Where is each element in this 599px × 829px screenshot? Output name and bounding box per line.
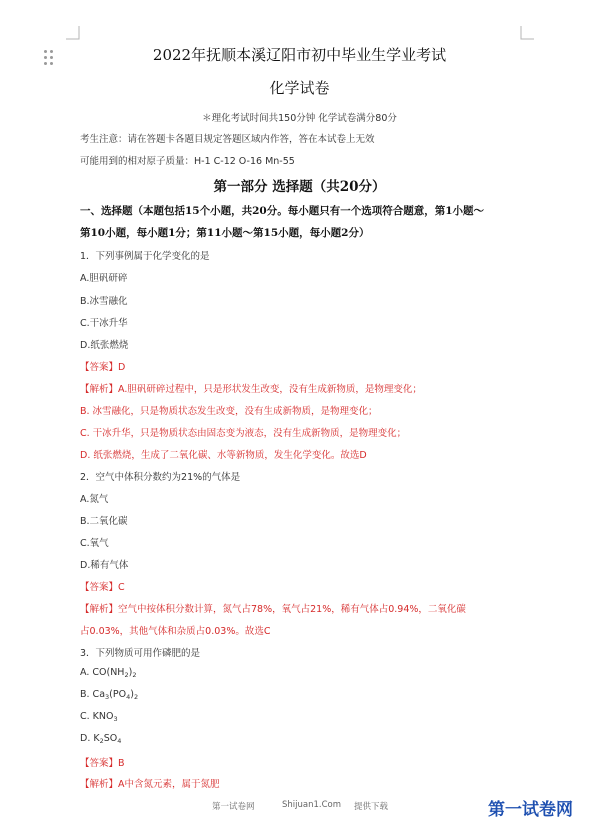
subscript: 3	[113, 715, 118, 723]
analysis-line: 【解析】A.胆矾研碎过程中，只是形状发生改变，没有生成新物质，是物理变化；	[80, 384, 422, 395]
atomic-mass-text: 可能用到的相对原子质量：H-1 C-12 O-16 Mn-55	[80, 156, 295, 167]
option-a	[80, 667, 136, 679]
option-d: D.纸张燃烧	[80, 340, 129, 351]
section-title: 第一部分 选择题（共20分）	[213, 179, 386, 195]
option-b-mid: (PO	[109, 689, 127, 700]
section-instruction-line1: 一、选择题（本题包括15个小题，共20分。每小题只有一个选项符合题意，第1小题～	[80, 205, 485, 217]
subscript: 2	[99, 737, 104, 745]
analysis-line: D. 纸张燃烧，生成了二氧化碳、水等新物质，发生化学变化。故选D	[80, 450, 367, 461]
subscript: 2	[124, 671, 129, 679]
question-stem: 1．下列事例属于化学变化的是	[80, 251, 210, 262]
subscript: 2	[133, 693, 139, 701]
subscript: 4	[117, 737, 122, 745]
analysis-line: 【解析】空气中按体积分数计算，氮气占78%，氧气占21%，稀有气体占0.94%，二氧化碳	[80, 604, 466, 615]
section-instruction-line2: 第10小题，每小题1分；第11小题～第15小题，每小题2分）	[80, 227, 370, 239]
analysis-line: C. 干冰升华，只是物质状态由固态变为液态，没有生成新物质，是物理变化；	[80, 428, 407, 439]
option-b: B.冰雪融化	[80, 296, 128, 307]
answer-text: 【答案】C	[80, 582, 125, 593]
option-b-tail: )	[130, 689, 134, 700]
subscript: 3	[105, 693, 110, 701]
time-note: ＊理化考试时间共150分钟 化学试卷满分80分	[202, 113, 397, 124]
option-a: A.胆矾研碎	[80, 273, 128, 284]
answer-text: 【答案】B	[80, 758, 125, 769]
analysis-line: 占0.03%，其他气体和杂质占0.03%。故选C	[80, 626, 271, 637]
option-c: C.氧气	[80, 538, 109, 549]
footer-right-text: 提供下载	[354, 802, 389, 812]
option-a: A.氮气	[80, 494, 109, 505]
option-d: D.稀有气体	[80, 560, 129, 571]
exam-title: 2022年抚顺本溪辽阳市初中毕业生学业考试	[152, 46, 447, 64]
subscript: 4	[126, 693, 131, 701]
crop-mark-top-right	[520, 26, 534, 40]
option-a-tail: )	[128, 667, 133, 678]
analysis-line: B. 冰雪融化，只是物质状态发生改变，没有生成新物质，是物理变化；	[80, 406, 378, 417]
option-d	[80, 733, 121, 745]
option-b-text: B. Ca	[80, 689, 106, 700]
crop-mark-top-left	[66, 26, 80, 40]
option-a-text: A. CO(NH	[80, 667, 125, 678]
subscript: 2	[132, 671, 137, 679]
brand-watermark: 第一试卷网	[488, 800, 573, 820]
analysis-line: 【解析】A中含氮元素，属于氮肥	[80, 779, 220, 790]
question-stem: 3．下列物质可用作磷肥的是	[80, 648, 201, 659]
option-d-mid: SO	[103, 733, 118, 744]
option-b: B.二氧化碳	[80, 516, 128, 527]
option-c: C.干冰升华	[80, 318, 128, 329]
option-b	[80, 689, 138, 701]
footer-left-text: 第一试卷网	[212, 802, 255, 812]
answer-text: 【答案】D	[80, 362, 126, 373]
option-d-text: D. K	[80, 733, 100, 744]
notice-text: 考生注意：请在答题卡各题目规定答题区域内作答，答在本试卷上无效	[80, 134, 375, 145]
question-stem: 2．空气中体积分数约为21%的气体是	[80, 472, 241, 483]
exam-subtitle: 化学试卷	[269, 79, 330, 97]
footer-center-text: Shijuan1.Com	[282, 800, 342, 810]
option-c-text: C. KNO	[80, 711, 114, 722]
option-c	[80, 711, 118, 723]
